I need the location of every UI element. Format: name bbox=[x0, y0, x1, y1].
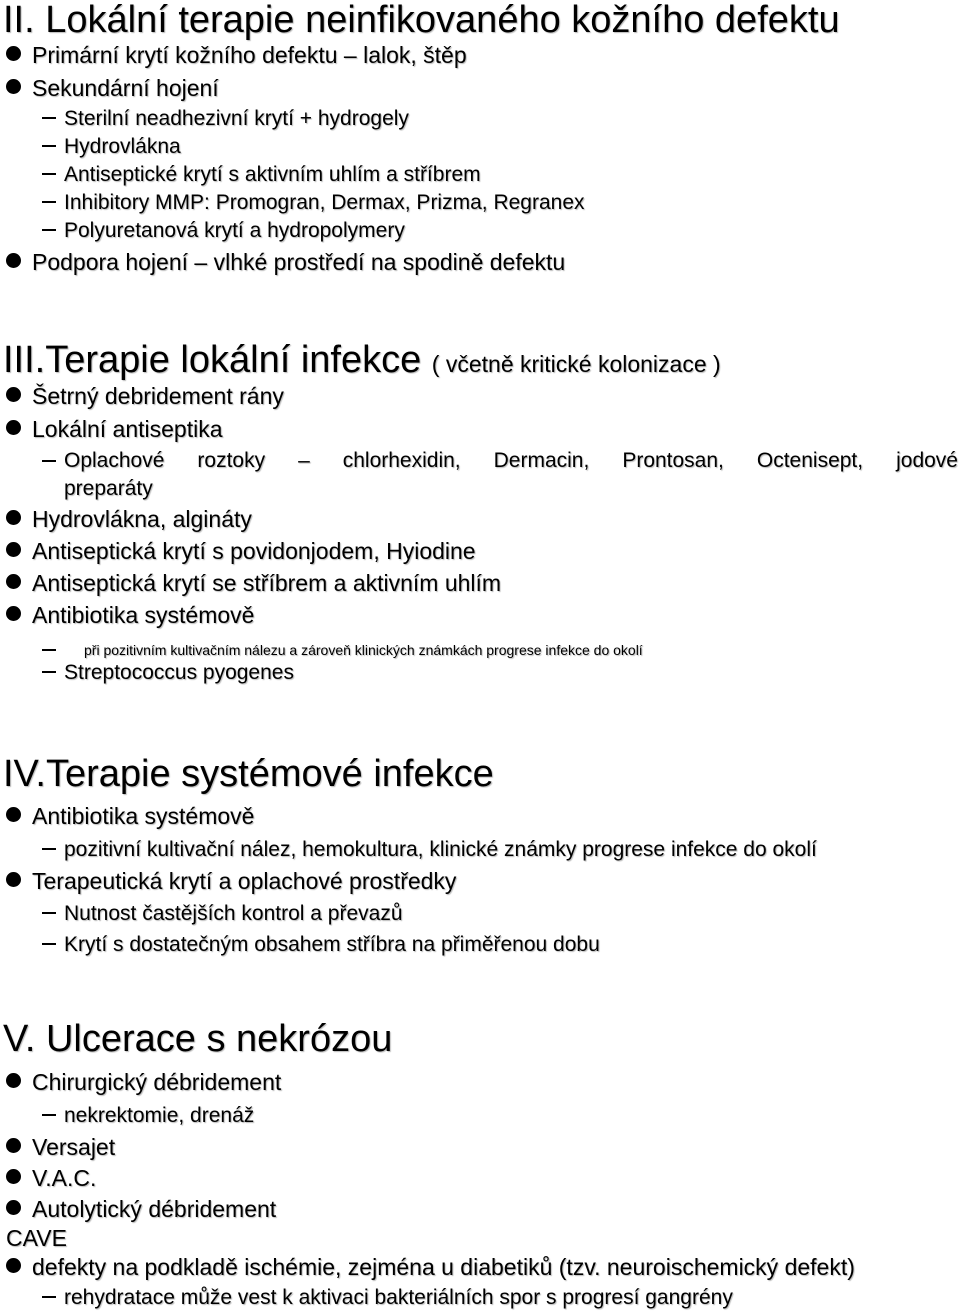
bullet-icon bbox=[6, 872, 21, 887]
list-item: Hydrovlákna, algináty bbox=[6, 508, 252, 531]
sub-list-item: pozitivní kultivační nález, hemokultura, klinické známky progrese infekce do okolí bbox=[42, 839, 817, 860]
sub-list-item: Inhibitory MMP: Promogran, Dermax, Prizma, Regranex bbox=[42, 192, 585, 213]
list-item: Sekundární hojení bbox=[6, 77, 219, 100]
bullet-icon bbox=[6, 253, 21, 268]
dash-icon bbox=[42, 943, 56, 945]
sub-list-item: Sterilní neadhezivní krytí + hydrogely bbox=[42, 108, 409, 129]
bullet-icon bbox=[6, 46, 21, 61]
section-4-title: IV.Terapie systémové infekce bbox=[3, 753, 494, 795]
list-item: Šetrný debridement rány bbox=[6, 385, 284, 408]
bullet-icon bbox=[6, 1138, 21, 1153]
cave-label: CAVE bbox=[6, 1225, 67, 1251]
list-item: defekty na podkladě ischémie, zejména u diabetiků (tzv. neuroischemický defekt) bbox=[6, 1256, 855, 1279]
bullet-icon bbox=[6, 79, 21, 94]
bullet-icon bbox=[6, 574, 21, 589]
list-item: V.A.C. bbox=[6, 1167, 96, 1190]
sub-list-item bbox=[42, 450, 958, 471]
list-item: Antibiotika systémově bbox=[6, 805, 254, 828]
bullet-icon bbox=[6, 1169, 21, 1184]
bullet-icon bbox=[6, 606, 21, 621]
bullet-icon bbox=[6, 1258, 21, 1273]
list-item: Antiseptická krytí se stříbrem a aktivním uhlím bbox=[6, 572, 501, 595]
list-item: Lokální antiseptika bbox=[6, 418, 223, 441]
sub-list-item: rehydratace může vest k aktivaci bakteriálních spor s progresí gangrény bbox=[42, 1287, 733, 1308]
sub-list-item: Hydrovlákna bbox=[42, 136, 181, 157]
dash-icon bbox=[42, 1296, 56, 1298]
dash-icon bbox=[42, 117, 56, 119]
sub-list-item: Nutnost častějších kontrol a převazů bbox=[42, 903, 403, 924]
bullet-icon bbox=[6, 510, 21, 525]
sub-list-item: Antiseptické krytí s aktivním uhlím a stříbrem bbox=[42, 164, 481, 185]
section-3-title: III.Terapie lokální infekce ( včetně kritické kolonizace ) bbox=[3, 339, 721, 381]
section-5-title: V. Ulcerace s nekrózou bbox=[3, 1018, 393, 1060]
list-item: Antiseptická krytí s povidonjodem, Hyiodine bbox=[6, 540, 476, 563]
list-item: Antibiotika systémově bbox=[6, 604, 254, 627]
sub-list-item: Krytí s dostatečným obsahem stříbra na přiměřenou dobu bbox=[42, 934, 600, 955]
list-item: Versajet bbox=[6, 1136, 115, 1159]
justified-text: Oplachové roztoky – chlorhexidin, Dermacin, Prontosan, Octenisept, jodové bbox=[64, 449, 958, 472]
bullet-icon bbox=[6, 1200, 21, 1215]
bullet-icon bbox=[6, 542, 21, 557]
sub-list-item: Streptococcus pyogenes bbox=[42, 662, 294, 683]
list-item: Chirurgický débridement bbox=[6, 1071, 281, 1094]
sub-list-item: při pozitivním kultivačním nálezu a zároveň klinických známkách progrese infekce do okolí bbox=[42, 643, 643, 657]
dash-icon bbox=[42, 460, 56, 462]
bullet-icon bbox=[6, 420, 21, 435]
dash-icon bbox=[42, 912, 56, 914]
list-item: Podpora hojení – vlhké prostředí na spodině defektu bbox=[6, 251, 565, 274]
sub-list-item: Polyuretanová krytí a hydropolymery bbox=[42, 220, 405, 241]
bullet-icon bbox=[6, 807, 21, 822]
section-2-title: II. Lokální terapie neinfikovaného kožního defektu bbox=[3, 0, 840, 41]
dash-icon bbox=[42, 671, 56, 673]
dash-icon bbox=[42, 848, 56, 850]
continuation-text: preparáty bbox=[64, 477, 153, 500]
section-3-subtitle: ( včetně kritické kolonizace ) bbox=[431, 351, 721, 377]
dash-icon bbox=[42, 201, 56, 203]
dash-icon bbox=[42, 1114, 56, 1116]
dash-icon bbox=[42, 145, 56, 147]
list-item: Terapeutická krytí a oplachové prostředky bbox=[6, 870, 456, 893]
list-item: Autolytický débridement bbox=[6, 1198, 276, 1221]
list-item: Primární krytí kožního defektu – lalok, štěp bbox=[6, 44, 467, 67]
sub-list-item: nekrektomie, drenáž bbox=[42, 1105, 254, 1126]
dash-icon bbox=[42, 649, 56, 651]
bullet-icon bbox=[6, 387, 21, 402]
bullet-icon bbox=[6, 1073, 21, 1088]
dash-icon bbox=[42, 173, 56, 175]
dash-icon bbox=[42, 229, 56, 231]
